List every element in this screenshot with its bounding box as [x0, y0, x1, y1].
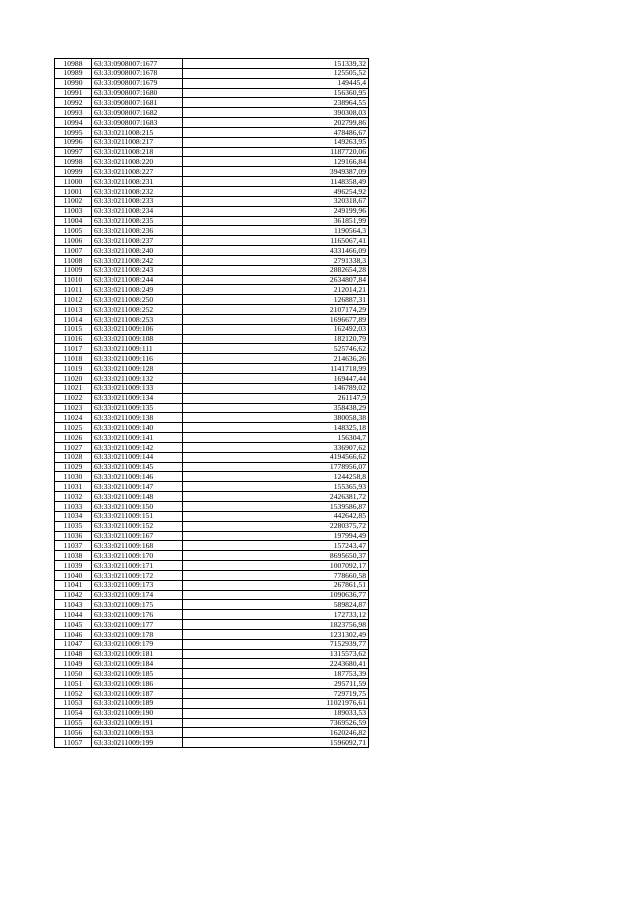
- cadastral-number-cell: 63:33:0211009:184: [92, 659, 183, 669]
- cadastral-number-cell: 63:33:0211009:171: [92, 561, 183, 571]
- table-row: [55, 354, 369, 364]
- row-number-cell: 11001: [55, 186, 92, 196]
- value-cell: 478486,67: [183, 127, 369, 137]
- table-row: [55, 590, 369, 600]
- cadastral-number-cell: 63:33:0211009:133: [92, 383, 183, 393]
- value-cell: 214636,26: [183, 354, 369, 364]
- cadastral-number-cell: 63:33:0211009:146: [92, 472, 183, 482]
- value-cell: 1778956,07: [183, 462, 369, 472]
- row-number-cell: 11056: [55, 728, 92, 738]
- cadastral-number-cell: 63:33:0211009:151: [92, 511, 183, 521]
- value-cell: 1823756,98: [183, 620, 369, 630]
- value-cell: 2634807,84: [183, 275, 369, 285]
- cadastral-number-cell: 63:33:0211008:232: [92, 186, 183, 196]
- value-cell: 442642,85: [183, 511, 369, 521]
- row-number-cell: 11033: [55, 501, 92, 511]
- value-cell: 1596092,71: [183, 738, 369, 748]
- table-row: [55, 403, 369, 413]
- value-cell: 151339,32: [183, 59, 369, 69]
- table-row: [55, 462, 369, 472]
- cadastral-number-cell: 63:33:0211009:150: [92, 501, 183, 511]
- table-row: [55, 344, 369, 354]
- cadastral-number-cell: 63:33:0908007:1678: [92, 68, 183, 78]
- row-number-cell: 11040: [55, 570, 92, 580]
- row-number-cell: 11057: [55, 738, 92, 748]
- value-cell: 189033,53: [183, 708, 369, 718]
- row-number-cell: 11048: [55, 649, 92, 659]
- table-row: [55, 570, 369, 580]
- row-number-cell: 11034: [55, 511, 92, 521]
- value-cell: 729719,75: [183, 689, 369, 699]
- value-cell: 148325,18: [183, 423, 369, 433]
- value-cell: 1148358,49: [183, 177, 369, 187]
- value-cell: 125505,52: [183, 68, 369, 78]
- table-row: [55, 364, 369, 374]
- cadastral-number-cell: 63:33:0211008:244: [92, 275, 183, 285]
- row-number-cell: 10992: [55, 98, 92, 108]
- cadastral-number-cell: 63:33:0211009:144: [92, 452, 183, 462]
- value-cell: 156304,7: [183, 433, 369, 443]
- value-cell: 11021976,61: [183, 698, 369, 708]
- cadastral-number-cell: 63:33:0211009:134: [92, 393, 183, 403]
- cadastral-number-cell: 63:33:0211008:215: [92, 127, 183, 137]
- table-row: [55, 246, 369, 256]
- row-number-cell: 11038: [55, 551, 92, 561]
- row-number-cell: 10996: [55, 137, 92, 147]
- cadastral-number-cell: 63:33:0211008:242: [92, 255, 183, 265]
- cadastral-number-cell: 63:33:0211008:243: [92, 265, 183, 275]
- cadastral-number-cell: 63:33:0908007:1680: [92, 88, 183, 98]
- table-row: [55, 698, 369, 708]
- value-cell: 1090636,77: [183, 590, 369, 600]
- table-row: [55, 501, 369, 511]
- table-row: [55, 177, 369, 187]
- row-number-cell: 10998: [55, 157, 92, 167]
- table-row: [55, 167, 369, 177]
- table-row: [55, 314, 369, 324]
- value-cell: 7369526,59: [183, 718, 369, 728]
- row-number-cell: 10989: [55, 68, 92, 78]
- table-row: [55, 669, 369, 679]
- table-row: [55, 59, 369, 69]
- value-cell: 2882654,28: [183, 265, 369, 275]
- value-cell: 2426381,72: [183, 492, 369, 502]
- row-number-cell: 11002: [55, 196, 92, 206]
- row-number-cell: 11036: [55, 531, 92, 541]
- row-number-cell: 10995: [55, 127, 92, 137]
- row-number-cell: 11024: [55, 413, 92, 423]
- table-row: [55, 639, 369, 649]
- row-number-cell: 11047: [55, 639, 92, 649]
- cadastral-number-cell: 63:33:0211008:237: [92, 236, 183, 246]
- value-cell: 212014,21: [183, 285, 369, 295]
- row-number-cell: 11011: [55, 285, 92, 295]
- cadastral-number-cell: 63:33:0211008:220: [92, 157, 183, 167]
- cadastral-number-cell: 63:33:0211009:178: [92, 629, 183, 639]
- value-cell: 1190564,3: [183, 226, 369, 236]
- value-cell: 261147,9: [183, 393, 369, 403]
- value-cell: 149263,95: [183, 137, 369, 147]
- table-row: [55, 482, 369, 492]
- table-row: [55, 610, 369, 620]
- value-cell: 390308,03: [183, 108, 369, 118]
- row-number-cell: 11013: [55, 305, 92, 315]
- row-number-cell: 11023: [55, 403, 92, 413]
- table-row: [55, 511, 369, 521]
- value-cell: 182120,79: [183, 334, 369, 344]
- value-cell: 3949387,09: [183, 167, 369, 177]
- row-number-cell: 11020: [55, 374, 92, 384]
- cadastral-number-cell: 63:33:0211009:191: [92, 718, 183, 728]
- row-number-cell: 10991: [55, 88, 92, 98]
- value-cell: 295711,59: [183, 679, 369, 689]
- value-cell: 162492,03: [183, 324, 369, 334]
- value-cell: 2107174,29: [183, 305, 369, 315]
- table-row: [55, 551, 369, 561]
- value-cell: 1244258,8: [183, 472, 369, 482]
- value-cell: 380058,38: [183, 413, 369, 423]
- value-cell: 129166,84: [183, 157, 369, 167]
- table-row: [55, 295, 369, 305]
- value-cell: 7152939,77: [183, 639, 369, 649]
- table-row: [55, 108, 369, 118]
- cadastral-number-cell: 63:33:0211008:252: [92, 305, 183, 315]
- row-number-cell: 11018: [55, 354, 92, 364]
- table-row: [55, 718, 369, 728]
- cadastral-number-cell: 63:33:0211009:138: [92, 413, 183, 423]
- table-body: [55, 59, 369, 748]
- value-cell: 197994,49: [183, 531, 369, 541]
- row-number-cell: 11027: [55, 442, 92, 452]
- value-cell: 358438,29: [183, 403, 369, 413]
- table-row: [55, 521, 369, 531]
- value-cell: 361851,99: [183, 216, 369, 226]
- value-cell: 155365,93: [183, 482, 369, 492]
- cadastral-number-cell: 63:33:0908007:1682: [92, 108, 183, 118]
- value-cell: 778660,58: [183, 570, 369, 580]
- cadastral-number-cell: 63:33:0211009:140: [92, 423, 183, 433]
- value-cell: 267861,51: [183, 580, 369, 590]
- cadastral-number-cell: 63:33:0211009:185: [92, 669, 183, 679]
- row-number-cell: 11000: [55, 177, 92, 187]
- cadastral-number-cell: 63:33:0211009:135: [92, 403, 183, 413]
- value-cell: 496254,92: [183, 186, 369, 196]
- cadastral-number-cell: 63:33:0211008:233: [92, 196, 183, 206]
- row-number-cell: 11029: [55, 462, 92, 472]
- cadastral-number-cell: 63:33:0211008:218: [92, 147, 183, 157]
- cadastral-number-cell: 63:33:0211009:132: [92, 374, 183, 384]
- table-row: [55, 206, 369, 216]
- table-row: [55, 649, 369, 659]
- cadastral-number-cell: 63:33:0211009:176: [92, 610, 183, 620]
- value-cell: 1141718,99: [183, 364, 369, 374]
- value-cell: 238964,55: [183, 98, 369, 108]
- row-number-cell: 11007: [55, 246, 92, 256]
- row-number-cell: 11035: [55, 521, 92, 531]
- cadastral-number-cell: 63:33:0211009:168: [92, 541, 183, 551]
- value-cell: 1187720,06: [183, 147, 369, 157]
- cadastral-number-cell: 63:33:0211009:116: [92, 354, 183, 364]
- table-row: [55, 442, 369, 452]
- row-number-cell: 11045: [55, 620, 92, 630]
- cadastral-number-cell: 63:33:0211009:141: [92, 433, 183, 443]
- table-row: [55, 374, 369, 384]
- cadastral-number-cell: 63:33:0211008:227: [92, 167, 183, 177]
- table-row: [55, 118, 369, 128]
- cadastral-number-cell: 63:33:0908007:1681: [92, 98, 183, 108]
- row-number-cell: 11005: [55, 226, 92, 236]
- cadastral-number-cell: 63:33:0908007:1679: [92, 78, 183, 88]
- table-row: [55, 226, 369, 236]
- row-number-cell: 11051: [55, 679, 92, 689]
- table-row: [55, 68, 369, 78]
- table-row: [55, 452, 369, 462]
- row-number-cell: 11039: [55, 561, 92, 571]
- value-cell: 1231302,49: [183, 629, 369, 639]
- row-number-cell: 11031: [55, 482, 92, 492]
- table-row: [55, 472, 369, 482]
- cadastral-number-cell: 63:33:0211009:106: [92, 324, 183, 334]
- table-row: [55, 423, 369, 433]
- cadastral-number-cell: 63:33:0211009:179: [92, 639, 183, 649]
- table-row: [55, 157, 369, 167]
- cadastral-number-cell: 63:33:0211009:190: [92, 708, 183, 718]
- row-number-cell: 10994: [55, 118, 92, 128]
- row-number-cell: 11030: [55, 472, 92, 482]
- cadastral-number-cell: 63:33:0211008:250: [92, 295, 183, 305]
- value-cell: 156360,95: [183, 88, 369, 98]
- table-row: [55, 334, 369, 344]
- table-row: [55, 433, 369, 443]
- value-cell: 525746,62: [183, 344, 369, 354]
- cadastral-number-cell: 63:33:0211008:235: [92, 216, 183, 226]
- table-row: [55, 541, 369, 551]
- table-row: [55, 78, 369, 88]
- cadastral-number-cell: 63:33:0211009:189: [92, 698, 183, 708]
- row-number-cell: 10990: [55, 78, 92, 88]
- value-cell: 1539586,87: [183, 501, 369, 511]
- cadastral-number-cell: 63:33:0211009:187: [92, 689, 183, 699]
- cadastral-number-cell: 63:33:0211008:236: [92, 226, 183, 236]
- cadastral-number-cell: 63:33:0211009:186: [92, 679, 183, 689]
- row-number-cell: 11022: [55, 393, 92, 403]
- table-row: [55, 679, 369, 689]
- value-cell: 149445,4: [183, 78, 369, 88]
- row-number-cell: 11028: [55, 452, 92, 462]
- table-row: [55, 196, 369, 206]
- cadastral-number-cell: 63:33:0211009:142: [92, 442, 183, 452]
- cadastral-number-cell: 63:33:0211009:175: [92, 600, 183, 610]
- row-number-cell: 11049: [55, 659, 92, 669]
- value-cell: 4331466,09: [183, 246, 369, 256]
- value-cell: 336907,62: [183, 442, 369, 452]
- row-number-cell: 11021: [55, 383, 92, 393]
- row-number-cell: 10999: [55, 167, 92, 177]
- cadastral-number-cell: 63:33:0211009:152: [92, 521, 183, 531]
- cadastral-number-cell: 63:33:0211009:167: [92, 531, 183, 541]
- row-number-cell: 11037: [55, 541, 92, 551]
- row-number-cell: 11006: [55, 236, 92, 246]
- row-number-cell: 11044: [55, 610, 92, 620]
- table-row: [55, 728, 369, 738]
- row-number-cell: 11015: [55, 324, 92, 334]
- row-number-cell: 11017: [55, 344, 92, 354]
- cadastral-number-cell: 63:33:0211009:193: [92, 728, 183, 738]
- row-number-cell: 10993: [55, 108, 92, 118]
- value-cell: 1165067,41: [183, 236, 369, 246]
- cadastral-number-cell: 63:33:0211009:199: [92, 738, 183, 748]
- table-row: [55, 137, 369, 147]
- table-row: [55, 492, 369, 502]
- table-row: [55, 531, 369, 541]
- row-number-cell: 11042: [55, 590, 92, 600]
- cadastral-number-cell: 63:33:0211009:108: [92, 334, 183, 344]
- cadastral-number-cell: 63:33:0211009:173: [92, 580, 183, 590]
- cadastral-number-cell: 63:33:0211008:231: [92, 177, 183, 187]
- cadastral-number-cell: 63:33:0211009:170: [92, 551, 183, 561]
- table-row: [55, 629, 369, 639]
- cadastral-number-cell: 63:33:0211009:128: [92, 364, 183, 374]
- cadastral-number-cell: 63:33:0908007:1677: [92, 59, 183, 69]
- value-cell: 172733,12: [183, 610, 369, 620]
- table-row: [55, 620, 369, 630]
- cadastral-number-cell: 63:33:0211008:217: [92, 137, 183, 147]
- value-cell: 8695650,37: [183, 551, 369, 561]
- table-row: [55, 265, 369, 275]
- row-number-cell: 11025: [55, 423, 92, 433]
- value-cell: 249199,96: [183, 206, 369, 216]
- row-number-cell: 11054: [55, 708, 92, 718]
- value-cell: 4194566,62: [183, 452, 369, 462]
- table-row: [55, 324, 369, 334]
- row-number-cell: 11010: [55, 275, 92, 285]
- row-number-cell: 11046: [55, 629, 92, 639]
- cadastral-number-cell: 63:33:0211009:177: [92, 620, 183, 630]
- table-row: [55, 147, 369, 157]
- cadastral-number-cell: 63:33:0211009:172: [92, 570, 183, 580]
- row-number-cell: 11052: [55, 689, 92, 699]
- value-cell: 202799,86: [183, 118, 369, 128]
- table-row: [55, 580, 369, 590]
- value-cell: 146789,02: [183, 383, 369, 393]
- table-row: [55, 689, 369, 699]
- value-cell: 1315573,62: [183, 649, 369, 659]
- value-cell: 1620246,82: [183, 728, 369, 738]
- row-number-cell: 11019: [55, 364, 92, 374]
- value-cell: 1007092,17: [183, 561, 369, 571]
- row-number-cell: 10997: [55, 147, 92, 157]
- row-number-cell: 11003: [55, 206, 92, 216]
- cadastral-number-cell: 63:33:0211009:174: [92, 590, 183, 600]
- table-row: [55, 305, 369, 315]
- cadastral-number-cell: 63:33:0211008:234: [92, 206, 183, 216]
- value-cell: 2243680,41: [183, 659, 369, 669]
- row-number-cell: 11009: [55, 265, 92, 275]
- table-row: [55, 285, 369, 295]
- row-number-cell: 11050: [55, 669, 92, 679]
- table-row: [55, 236, 369, 246]
- cadastral-number-cell: 63:33:0908007:1683: [92, 118, 183, 128]
- table-row: [55, 708, 369, 718]
- table-row: [55, 216, 369, 226]
- cadastral-number-cell: 63:33:0211009:148: [92, 492, 183, 502]
- value-cell: 320318,67: [183, 196, 369, 206]
- table-row: [55, 98, 369, 108]
- row-number-cell: 11014: [55, 314, 92, 324]
- table-row: [55, 383, 369, 393]
- value-cell: 126887,31: [183, 295, 369, 305]
- cadastral-number-cell: 63:33:0211008:240: [92, 246, 183, 256]
- value-cell: 2280375,72: [183, 521, 369, 531]
- value-cell: 169447,44: [183, 374, 369, 384]
- row-number-cell: 11055: [55, 718, 92, 728]
- row-number-cell: 11043: [55, 600, 92, 610]
- table-row: [55, 186, 369, 196]
- table-row: [55, 659, 369, 669]
- table-row: [55, 275, 369, 285]
- table-row: [55, 88, 369, 98]
- cadastral-number-cell: 63:33:0211009:111: [92, 344, 183, 354]
- row-number-cell: 11004: [55, 216, 92, 226]
- table-row: [55, 413, 369, 423]
- row-number-cell: 11053: [55, 698, 92, 708]
- row-number-cell: 11012: [55, 295, 92, 305]
- data-table: [54, 58, 369, 748]
- value-cell: 187753,39: [183, 669, 369, 679]
- table-row: [55, 255, 369, 265]
- cadastral-number-cell: 63:33:0211009:147: [92, 482, 183, 492]
- row-number-cell: 11016: [55, 334, 92, 344]
- row-number-cell: 10988: [55, 59, 92, 69]
- table-row: [55, 561, 369, 571]
- value-cell: 589824,87: [183, 600, 369, 610]
- table-row: [55, 393, 369, 403]
- row-number-cell: 11026: [55, 433, 92, 443]
- table-row: [55, 600, 369, 610]
- row-number-cell: 11041: [55, 580, 92, 590]
- row-number-cell: 11032: [55, 492, 92, 502]
- cadastral-number-cell: 63:33:0211009:181: [92, 649, 183, 659]
- cadastral-number-cell: 63:33:0211009:145: [92, 462, 183, 472]
- value-cell: 157243,47: [183, 541, 369, 551]
- value-cell: 1696677,89: [183, 314, 369, 324]
- row-number-cell: 11008: [55, 255, 92, 265]
- table-row: [55, 738, 369, 748]
- cadastral-number-cell: 63:33:0211008:249: [92, 285, 183, 295]
- cadastral-number-cell: 63:33:0211008:253: [92, 314, 183, 324]
- table-row: [55, 127, 369, 137]
- value-cell: 2791338,3: [183, 255, 369, 265]
